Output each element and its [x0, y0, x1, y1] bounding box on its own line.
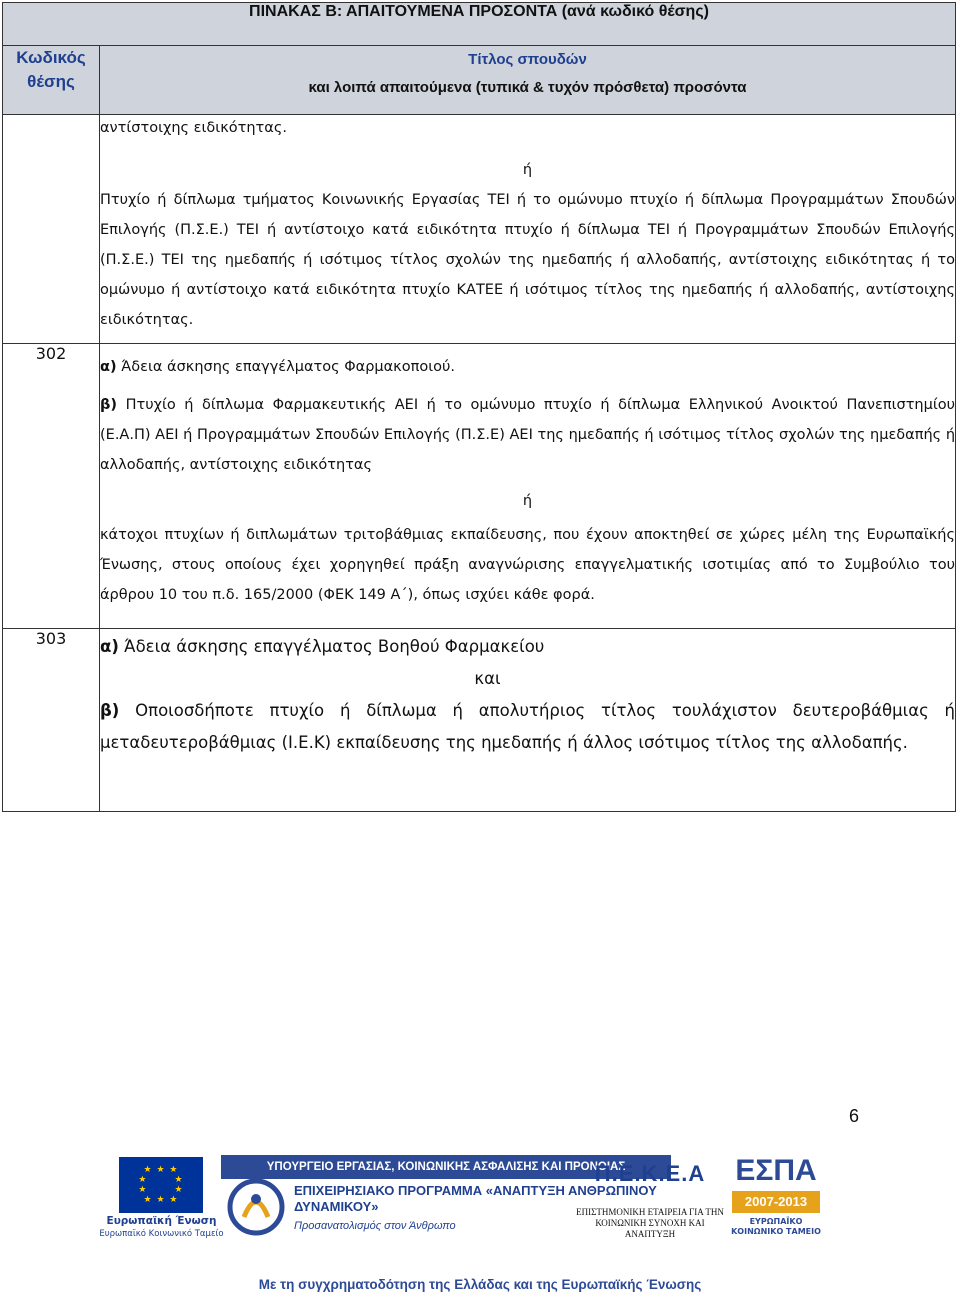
pekea-wordmark: Π.Ε.Κ.Ε.Α	[594, 1161, 706, 1186]
operational-program-title: ΕΠΙΧΕΙΡΗΣΙΑΚΟ ΠΡΟΓΡΑΜΜΑ «ΑΝΑΠΤΥΞΗ ΑΝΘΡΩΠΙΝΟΥ ΔΥΝΑΜΙΚΟΥ»	[294, 1183, 657, 1214]
item-text: Άδεια άσκησης επαγγέλματος Βοηθού Φαρμακείου	[124, 637, 545, 656]
requirement-paragraph: Πτυχίο ή δίπλωμα τμήματος Κοινωνικής Εργασίας ΤΕΙ ή το ομώνυμο πτυχίο ή δίπλωμα Προγραμμάτων Σπουδών Επιλογής (Π.Σ.Ε.) ΤΕΙ ή αντίστοιχο κατά ειδικότητα πτυχίο ή δίπλωμα ΤΕΙ ή Προγραμμάτων Σπουδών Επιλογής (Π.Σ.Ε.) ΤΕΙ της ημεδαπής ή ισότιμος τίτλος σχολών της ημεδαπής ή αλλοδαπής, αντίστοιχης ειδικότητας ή το ομώνυμο ή αντίστοιχο κατά ειδικότητα πτυχίο ΚΑΤΕΕ ή ισότιμος τίτλος της ημεδαπής ή αλλοδαπής, αντίστοιχης ειδικότητας.	[100, 192, 956, 328]
code-cell-empty	[3, 115, 100, 344]
operational-program-slogan: Προσανατολισμός στον Άνθρωπο	[294, 1220, 456, 1232]
table-row	[3, 344, 956, 629]
position-code: 302	[3, 344, 100, 629]
requirement-b	[100, 390, 955, 480]
table-header-row	[3, 46, 956, 115]
column-header-titles	[100, 46, 956, 115]
table-title: ΠΙΝΑΚΑΣ Β: ΑΠΑΙΤΟΥΜΕΝΑ ΠΡΟΣΟΝΤΑ (ανά κωδικό θέσης)	[3, 3, 956, 46]
item-text: Άδεια άσκησης επαγγέλματος Φαρμακοποιού.	[121, 359, 455, 375]
item-label: β)	[100, 701, 120, 720]
eu-label: Ευρωπαϊκή Ένωση	[106, 1215, 217, 1227]
column-header-code: Κωδικός θέσης	[3, 46, 100, 115]
item-text: Πτυχίο ή δίπλωμα Φαρμακευτικής ΑΕΙ ή το ομώνυμο πτυχίο ή δίπλωμα Ελληνικού Ανοικτού Πανεπιστημίου (Ε.Α.Π) ΑΕΙ ή Προγραμμάτων Σπουδών Επιλογής (Π.Σ.Ε) ΑΕΙ της ημεδαπής ή ισότιμος τίτλος σχολών της ημεδαπής ή αλλοδαπής, αντίστοιχης ειδικότητας	[100, 397, 956, 473]
cofunding-statement: Με τη συγχρηματοδότηση της Ελλάδας και της Ευρωπαϊκής Ένωσης	[258, 1277, 702, 1292]
pekea-logo	[575, 1161, 725, 1240]
item-label: α)	[100, 637, 119, 656]
or-separator: ή	[522, 162, 533, 178]
espa-logo	[724, 1155, 828, 1241]
item-label: α)	[100, 359, 117, 375]
espa-wordmark: ΕΣΠΑ	[735, 1154, 817, 1187]
table-row	[3, 629, 956, 812]
espa-years: 2007-2013	[732, 1191, 820, 1213]
item-label: β)	[100, 397, 118, 413]
eu-logo	[99, 1155, 224, 1241]
continued-line: αντίστοιχης ειδικότητας.	[100, 120, 287, 136]
table-title-row	[3, 3, 956, 46]
requirements-table	[2, 2, 956, 812]
column-header-titles-sub: και λοιπά απαιτούμενα (τυπικά & τυχόν πρόσθετα) προσόντα	[308, 79, 747, 96]
eu-sub: Ευρωπαϊκό Κοινωνικό Ταμείο	[99, 1229, 224, 1239]
item-text: Οποιοσδήποτε πτυχίο ή δίπλωμα ή απολυτήριος τίτλος τουλάχιστον δευτεροβάθμιας ή μεταδευτεροβάθμιας (Ι.Ε.Κ) εκπαίδευσης της ημεδαπής ή άλλος ισότιμος τίτλος της αλλοδαπής.	[100, 701, 956, 752]
requirement-a	[100, 352, 955, 382]
column-header-titles-main: Τίτλος σπουδών	[468, 51, 587, 68]
and-separator: και	[474, 669, 501, 688]
requirements-cell	[100, 629, 956, 812]
page-number: 6	[849, 1106, 860, 1126]
requirement-b	[100, 695, 955, 759]
or-separator: ή	[522, 493, 533, 509]
table-row-continued	[3, 115, 956, 344]
pekea-description: ΕΠΙΣΤΗΜΟΝΙΚΗ ΕΤΑΙΡΕΙΑ ΓΙΑ ΤΗΝ ΚΟΙΝΩΝΙΚΗ ΣΥΝΟΧΗ ΚΑΙ ΑΝΑΠΤΥΞΗ	[576, 1207, 724, 1239]
operational-program-logo-icon	[226, 1177, 286, 1237]
espa-subtitle: ΕΥΡΩΠΑΪΚΟ ΚΟΙΝΩΝΙΚΟ ΤΑΜΕΙΟ	[731, 1217, 821, 1236]
requirement-a	[100, 631, 955, 663]
eu-flag-icon: ★ ★ ★ ★ ★ ★ ★ ★ ★ ★	[119, 1157, 203, 1213]
requirements-cell	[100, 344, 956, 629]
requirements-cell	[100, 115, 956, 344]
ministry-bar: ΥΠΟΥΡΓΕΙΟ ΕΡΓΑΣΙΑΣ, ΚΟΙΝΩΝΙΚΗΣ ΑΣΦΑΛΙΣΗΣ ΚΑΙ ΠΡΟΝΟΙΑΣ	[221, 1155, 671, 1179]
footer-banner	[99, 1155, 828, 1241]
position-code: 303	[3, 629, 100, 812]
requirement-c: κάτοχοι πτυχίων ή διπλωμάτων τριτοβάθμιας εκπαίδευσης, που έχουν αποκτηθεί σε χώρες μέλη της Ευρωπαϊκής Ένωσης, στους οποίους έχει χορηγηθεί πράξη αναγνώρισης επαγγελματικής ισοτιμίας από το Συμβούλιο του άρθρου 10 του π.δ. 165/2000 (ΦΕΚ 149 Α΄), όπως ισχύει κάθε φορά.	[100, 527, 956, 603]
